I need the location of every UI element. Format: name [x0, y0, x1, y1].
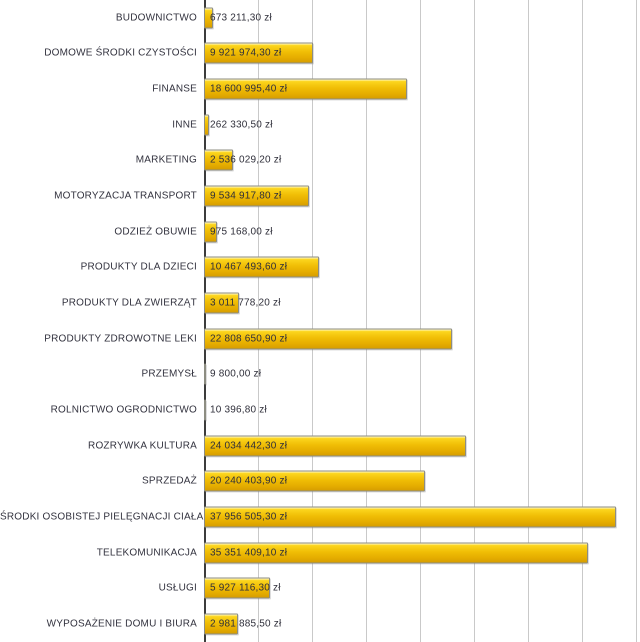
value-label: 10 467 493,60 zł	[210, 261, 288, 273]
chart-row	[0, 36, 640, 72]
category-label: ROZRYWKA KULTURA	[88, 440, 197, 452]
value-label: 2 536 029,20 zł	[210, 154, 282, 166]
chart-row	[0, 321, 640, 357]
bar	[204, 364, 206, 385]
value-label: 35 351 409,10 zł	[210, 547, 288, 559]
category-label: MOTORYZACJA TRANSPORT	[54, 190, 197, 202]
category-label: SPRZEDAŻ	[142, 475, 197, 487]
value-label: 673 211,30 zł	[210, 12, 272, 24]
category-label: WYPOSAŻENIE DOMU I BIURA	[46, 618, 197, 630]
chart-row	[0, 107, 640, 143]
value-label: 20 240 403,90 zł	[210, 475, 288, 487]
value-label: 37 956 505,30 zł	[210, 511, 288, 523]
chart-row	[0, 571, 640, 607]
chart-row	[0, 285, 640, 321]
value-label: 24 034 442,30 zł	[210, 440, 288, 452]
chart-row	[0, 178, 640, 214]
category-label: TELEKOMUNIKACJA	[96, 547, 197, 559]
value-label: 262 330,50 zł	[210, 119, 273, 131]
chart-row	[0, 392, 640, 428]
value-label: 9 800,00 zł	[210, 368, 262, 380]
category-label: PRODUKTY ZDROWOTNE LEKI	[44, 333, 197, 345]
value-label: 9 921 974,30 zł	[210, 47, 282, 59]
category-label: PRODUKTY DLA DZIECI	[80, 261, 197, 273]
chart-row	[0, 499, 640, 535]
category-label: PRZEMYSŁ	[141, 368, 197, 380]
value-label: 2 981 885,50 zł	[210, 618, 282, 630]
chart-row	[0, 606, 640, 642]
chart-row	[0, 71, 640, 107]
value-label: 975 168,00 zł	[210, 226, 273, 238]
chart-row	[0, 428, 640, 464]
bar	[204, 400, 206, 421]
category-label: FINANSE	[152, 83, 197, 95]
chart-row	[0, 0, 640, 36]
category-label: MARKETING	[135, 154, 197, 166]
chart-row	[0, 214, 640, 250]
category-label: BUDOWNICTWO	[115, 12, 197, 24]
value-label: 18 600 995,40 zł	[210, 83, 288, 95]
bar	[204, 114, 209, 135]
category-label: ODZIEŻ OBUWIE	[114, 226, 197, 238]
value-label: 9 534 917,80 zł	[210, 190, 282, 202]
chart-row	[0, 535, 640, 571]
value-label: 22 808 650,90 zł	[210, 333, 288, 345]
chart-row	[0, 143, 640, 179]
chart-row	[0, 357, 640, 393]
category-label: ŚRODKI OSOBISTEJ PIELĘGNACJI CIAŁA	[0, 511, 204, 523]
chart-row	[0, 250, 640, 286]
value-label: 3 011 778,20 zł	[210, 297, 281, 309]
value-label: 5 927 116,30 zł	[210, 582, 281, 594]
category-label: PRODUKTY DLA ZWIERZĄT	[61, 297, 197, 309]
category-label: USŁUGI	[158, 582, 197, 594]
chart-row	[0, 464, 640, 500]
category-label: DOMOWE ŚRODKI CZYSTOŚCI	[44, 47, 197, 59]
value-label: 10 396,80 zł	[210, 404, 267, 416]
category-label: ROLNICTWO OGRODNICTWO	[50, 404, 197, 416]
category-label: INNE	[172, 119, 197, 131]
